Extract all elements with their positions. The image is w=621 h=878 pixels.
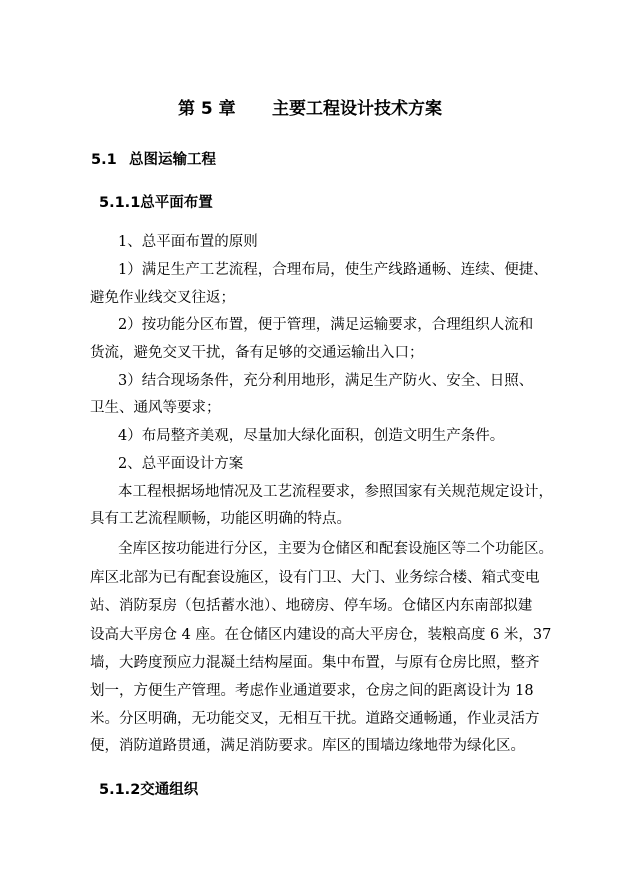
chapter-number: 第 5 章 [178, 99, 236, 119]
paragraph-line: 2、总平面设计方案 [118, 456, 244, 472]
paragraph-line: 划一，方便生产管理。考虑作业通道要求，仓房之间的距离设计为 18 [90, 683, 534, 699]
paragraph-line: 货流，避免交叉干扰，备有足够的交通运输出入口； [90, 345, 424, 361]
paragraph-line: 卫生、通风等要求； [90, 400, 221, 416]
section-title: 总图运输工程 [129, 152, 216, 168]
paragraph-line: 全库区按功能进行分区，主要为仓储区和配套设施区等二个功能区。 [118, 541, 553, 557]
paragraph-line: 1、总平面布置的原则 [118, 234, 258, 250]
paragraph-line: 1）满足生产工艺流程，合理布局，使生产线路通畅、连续、便捷、 [118, 262, 548, 278]
paragraph-line: 具有工艺流程顺畅，功能区明确的特点。 [90, 511, 351, 527]
subsection-2-number: 5.1.2 [99, 782, 141, 798]
paragraph-line: 设高大平房仓 4 座。在仓储区内建设的高大平房仓，装粮高度 6 米，37 [90, 627, 552, 643]
paragraph-line: 便，消防道路贯通，满足消防要求。库区的围墙边缘地带为绿化区。 [90, 738, 525, 754]
paragraph-line: 4）布局整齐美观，尽量加大绿化面积，创造文明生产条件。 [118, 428, 505, 444]
subsection-heading-2 [99, 781, 198, 799]
subsection-1-number: 5.1.1 [99, 195, 141, 211]
paragraph-line: 墙，大跨度预应力混凝土结构屋面。集中布置，与原有仓房比照，整齐 [90, 655, 540, 671]
paragraph-line: 本工程根据场地情况及工艺流程要求，参照国家有关规范规定设计， [118, 484, 553, 500]
section-heading [91, 151, 216, 169]
paragraph-line: 库区北部为已有配套设施区，设有门卫、大门、业务综合楼、箱式变电 [90, 570, 540, 586]
chapter-heading [178, 98, 442, 120]
chapter-title: 主要工程设计技术方案 [272, 99, 442, 119]
paragraph-line: 米。分区明确，无功能交叉，无相互干扰。道路交通畅通，作业灵活方 [90, 711, 540, 727]
paragraph-line: 避免作业线交叉往返； [90, 290, 235, 306]
paragraph-line: 3）结合现场条件，充分利用地形，满足生产防火、安全、日照、 [118, 373, 534, 389]
subsection-heading-1 [99, 194, 213, 212]
paragraph-line: 2）按功能分区布置，便于管理，满足运输要求，合理组织人流和 [118, 317, 534, 333]
section-number: 5.1 [91, 152, 117, 168]
subsection-2-title: 交通组织 [140, 782, 199, 798]
paragraph-line: 站、消防泵房（包括蓄水池）、地磅房、停车场。仓储区内东南部拟建 [90, 598, 533, 614]
subsection-1-title: 总平面布置 [140, 195, 213, 211]
